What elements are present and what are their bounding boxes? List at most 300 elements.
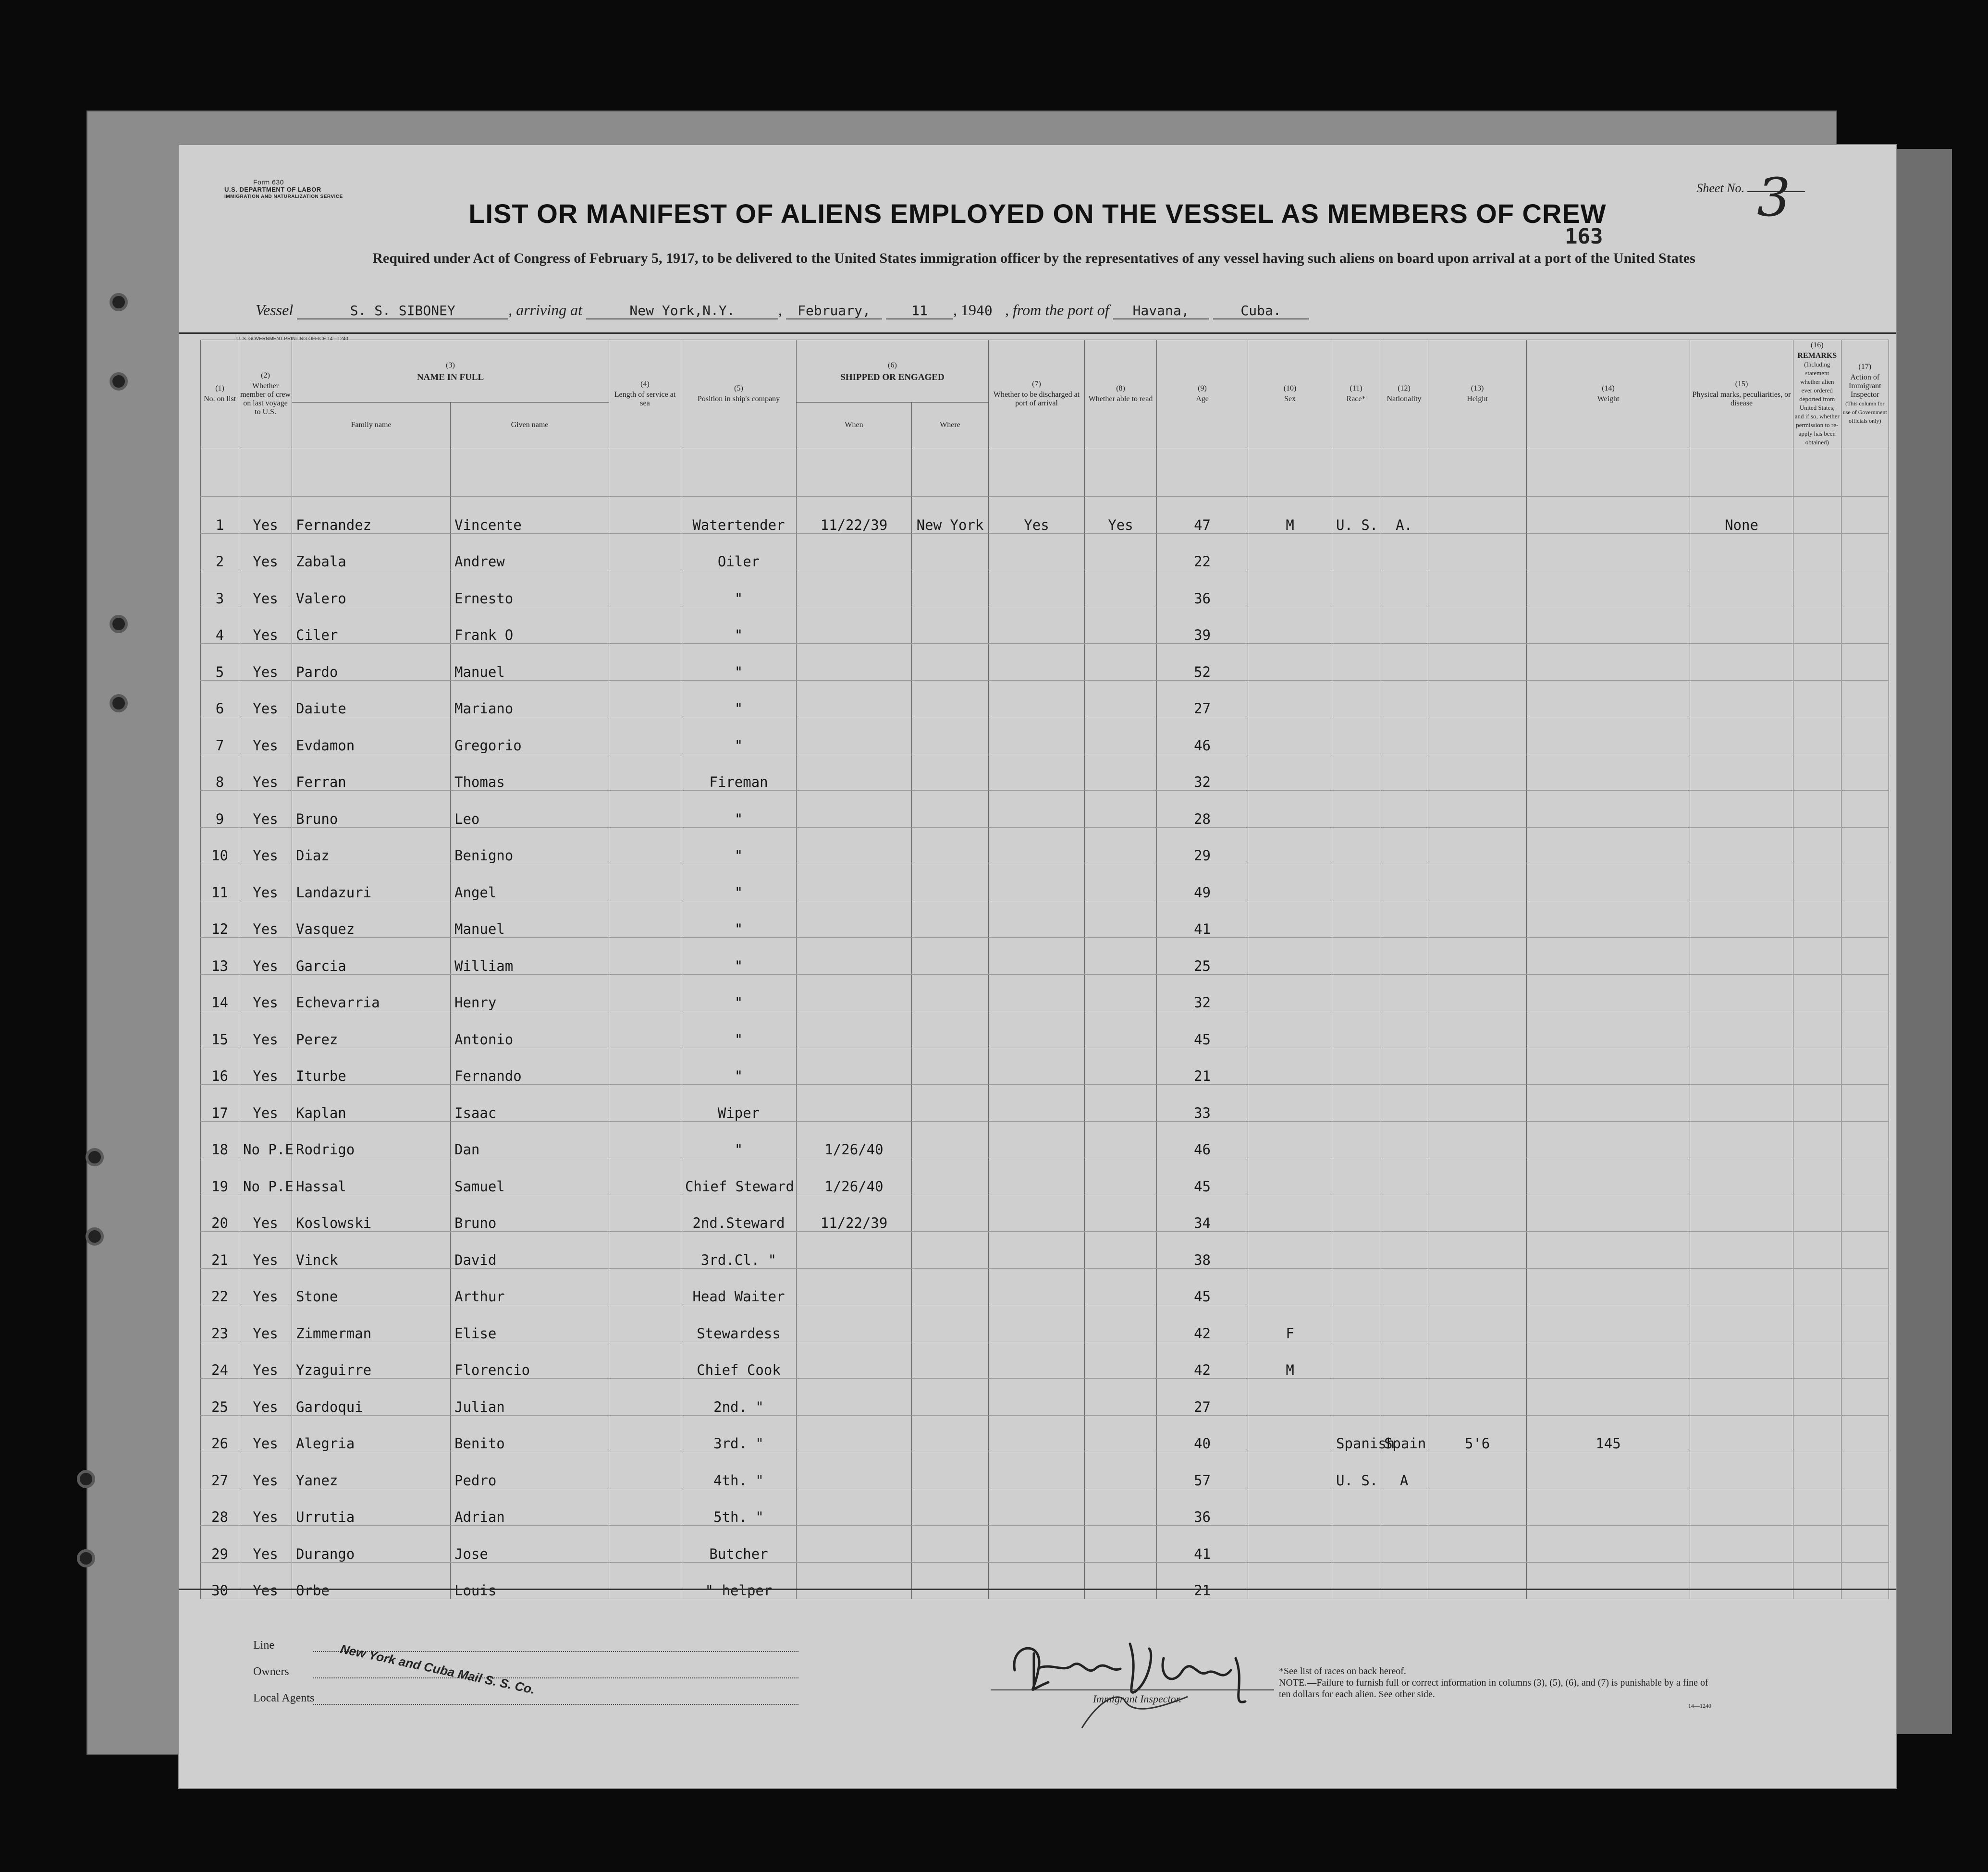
cell-shipped-where	[912, 901, 989, 938]
cell-age: 47	[1157, 497, 1248, 534]
cell-height	[1428, 1011, 1527, 1048]
cell-last-voyage: Yes	[239, 570, 292, 607]
cell-sex	[1248, 864, 1332, 901]
cell-family-name: Vasquez	[292, 901, 451, 938]
cell-physical-marks	[1690, 1452, 1793, 1489]
cell-nationality	[1380, 1379, 1428, 1416]
cell-age: 32	[1157, 754, 1248, 791]
cell-shipped-when	[797, 1232, 912, 1269]
cell-family-name: Vinck	[292, 1232, 451, 1269]
cell-inspector-action	[1841, 1305, 1889, 1342]
cell-weight	[1527, 644, 1690, 681]
cell-row-number: 1	[201, 497, 239, 534]
cell-able-to-read	[1085, 1526, 1157, 1563]
table-row	[201, 901, 1889, 938]
cell-shipped-when	[797, 791, 912, 828]
cell-family-name: Zimmerman	[292, 1305, 451, 1342]
cell-last-voyage: Yes	[239, 1195, 292, 1232]
cell-last-voyage: Yes	[239, 1489, 292, 1526]
table-row	[201, 1195, 1889, 1232]
cell-sex	[1248, 1489, 1332, 1526]
cell-sex	[1248, 827, 1332, 864]
col-header-weight: (14) Weight	[1527, 340, 1690, 448]
cell-race	[1332, 974, 1380, 1011]
cell-last-voyage: Yes	[239, 1305, 292, 1342]
cell-physical-marks	[1690, 607, 1793, 644]
table-row	[201, 1121, 1889, 1158]
cell-age: 36	[1157, 1489, 1248, 1526]
cell-family-name: Koslowski	[292, 1195, 451, 1232]
cell-remarks	[1793, 644, 1841, 681]
cell-height	[1428, 864, 1527, 901]
department-name: U.S. DEPARTMENT OF LABOR	[224, 186, 321, 193]
cell-able-to-read	[1085, 1379, 1157, 1416]
cell-remarks	[1793, 938, 1841, 975]
table-row	[201, 1085, 1889, 1122]
cell-last-voyage: Yes	[239, 1379, 292, 1416]
cell-age: 22	[1157, 533, 1248, 570]
cell-last-voyage: Yes	[239, 1562, 292, 1599]
local-agents-label: Local Agents	[253, 1692, 315, 1704]
cell-race	[1332, 1085, 1380, 1122]
cell-row-number: 21	[201, 1232, 239, 1269]
cell-physical-marks	[1690, 533, 1793, 570]
cell-row-number: 27	[201, 1452, 239, 1489]
cell-row-number: 25	[201, 1379, 239, 1416]
page-subtitle: Required under Act of Congress of February 5, 1917, to be delivered to the United States immigration officer by the representatives of any vessel having such aliens on board upon arrival at a port of the United States	[372, 250, 1695, 266]
table-row	[201, 717, 1889, 754]
cell-length-of-service	[609, 1379, 681, 1416]
cell-last-voyage: Yes	[239, 1048, 292, 1085]
cell-shipped-where	[912, 974, 989, 1011]
cell-inspector-action	[1841, 827, 1889, 864]
cell-physical-marks	[1690, 1232, 1793, 1269]
cell-weight	[1527, 533, 1690, 570]
cell-row-number: 4	[201, 607, 239, 644]
cell-remarks	[1793, 1305, 1841, 1342]
from-label: , from the port of	[1005, 301, 1109, 318]
year-prefix: 19	[960, 301, 976, 318]
cell-height	[1428, 1305, 1527, 1342]
cell-race	[1332, 1195, 1380, 1232]
cell-last-voyage: Yes	[239, 717, 292, 754]
cell-position: "	[681, 717, 797, 754]
cell-sex	[1248, 1415, 1332, 1452]
cell-race	[1332, 1526, 1380, 1563]
cell-discharged	[989, 1305, 1085, 1342]
cell-height	[1428, 754, 1527, 791]
cell-last-voyage: Yes	[239, 1085, 292, 1122]
cell-able-to-read	[1085, 1048, 1157, 1085]
cell-remarks	[1793, 607, 1841, 644]
cell-shipped-when	[797, 533, 912, 570]
cell-weight	[1527, 864, 1690, 901]
cell-able-to-read	[1085, 570, 1157, 607]
cell-last-voyage: Yes	[239, 791, 292, 828]
cell-nationality	[1380, 1121, 1428, 1158]
binder-ring	[110, 615, 128, 633]
manifest-rows	[201, 448, 1889, 1599]
cell-sex	[1248, 1562, 1332, 1599]
cell-nationality	[1380, 717, 1428, 754]
cell-row-number: 14	[201, 974, 239, 1011]
cell-discharged	[989, 1232, 1085, 1269]
binder-ring	[86, 1148, 104, 1166]
cell-family-name: Pardo	[292, 644, 451, 681]
cell-age: 21	[1157, 1048, 1248, 1085]
cell-family-name: Iturbe	[292, 1048, 451, 1085]
cell-physical-marks	[1690, 1526, 1793, 1563]
cell-remarks	[1793, 754, 1841, 791]
cell-remarks	[1793, 1121, 1841, 1158]
cell-weight	[1527, 1452, 1690, 1489]
cell-nationality	[1380, 1232, 1428, 1269]
cell-discharged	[989, 754, 1085, 791]
cell-row-number: 3	[201, 570, 239, 607]
header-spacer-row	[201, 448, 1889, 497]
cell-length-of-service	[609, 791, 681, 828]
cell-age: 52	[1157, 644, 1248, 681]
cell-physical-marks	[1690, 1011, 1793, 1048]
cell-length-of-service	[609, 644, 681, 681]
col-header-inspector: (17) Action of Immigrant Inspector (This column for use of Government officials only)	[1841, 340, 1889, 448]
cell-family-name: Orbe	[292, 1562, 451, 1599]
cell-height	[1428, 644, 1527, 681]
cell-age: 27	[1157, 680, 1248, 717]
cell-given-name: Elise	[451, 1305, 609, 1342]
cell-able-to-read	[1085, 1268, 1157, 1305]
table-row	[201, 974, 1889, 1011]
cell-length-of-service	[609, 1011, 681, 1048]
cell-inspector-action	[1841, 754, 1889, 791]
cell-physical-marks	[1690, 1489, 1793, 1526]
cell-length-of-service	[609, 1415, 681, 1452]
cell-weight	[1527, 901, 1690, 938]
cell-family-name: Evdamon	[292, 717, 451, 754]
cell-length-of-service	[609, 1232, 681, 1269]
col-header-name: (3) NAME IN FULL	[292, 340, 609, 403]
cell-position: "	[681, 607, 797, 644]
cell-family-name: Hassal	[292, 1158, 451, 1195]
cell-given-name: Dan	[451, 1121, 609, 1158]
cell-race	[1332, 1305, 1380, 1342]
form-identifier	[224, 179, 343, 200]
cell-able-to-read	[1085, 1085, 1157, 1122]
cell-remarks	[1793, 717, 1841, 754]
footnote	[1279, 1665, 1711, 1712]
cell-shipped-when	[797, 827, 912, 864]
col-header-no: (1) No. on list	[201, 340, 239, 448]
owners-field	[313, 1677, 798, 1678]
cell-able-to-read	[1085, 938, 1157, 975]
cell-discharged	[989, 791, 1085, 828]
cell-last-voyage: Yes	[239, 607, 292, 644]
cell-position: 2nd.Steward	[681, 1195, 797, 1232]
cell-shipped-when: 11/22/39	[797, 1195, 912, 1232]
cell-family-name: Stone	[292, 1268, 451, 1305]
cell-age: 42	[1157, 1305, 1248, 1342]
cell-nationality: A	[1380, 1452, 1428, 1489]
cell-age: 27	[1157, 1379, 1248, 1416]
cell-sex	[1248, 1379, 1332, 1416]
cell-able-to-read	[1085, 827, 1157, 864]
cell-given-name: Antonio	[451, 1011, 609, 1048]
cell-discharged	[989, 1526, 1085, 1563]
cell-position: "	[681, 791, 797, 828]
cell-nationality	[1380, 791, 1428, 828]
cell-position: "	[681, 827, 797, 864]
cell-sex: M	[1248, 497, 1332, 534]
cell-age: 25	[1157, 938, 1248, 975]
cell-height	[1428, 1562, 1527, 1599]
cell-physical-marks	[1690, 1085, 1793, 1122]
cell-shipped-when	[797, 1379, 912, 1416]
cell-length-of-service	[609, 1085, 681, 1122]
cell-position: "	[681, 1048, 797, 1085]
table-row	[201, 1305, 1889, 1342]
cell-remarks	[1793, 1526, 1841, 1563]
cell-race	[1332, 717, 1380, 754]
cell-height	[1428, 791, 1527, 828]
cell-last-voyage: Yes	[239, 1268, 292, 1305]
arriving-label: , arriving at	[508, 301, 582, 318]
table-row	[201, 827, 1889, 864]
cell-last-voyage: No P.E	[239, 1121, 292, 1158]
cell-given-name: Gregorio	[451, 717, 609, 754]
cell-age: 29	[1157, 827, 1248, 864]
cell-shipped-where	[912, 1121, 989, 1158]
cell-remarks	[1793, 864, 1841, 901]
cell-remarks	[1793, 533, 1841, 570]
cell-physical-marks	[1690, 901, 1793, 938]
cell-discharged	[989, 901, 1085, 938]
crew-manifest-table	[200, 340, 1889, 1599]
cell-weight	[1527, 1489, 1690, 1526]
cell-position: Wiper	[681, 1085, 797, 1122]
cell-row-number: 18	[201, 1121, 239, 1158]
cell-nationality	[1380, 864, 1428, 901]
line-label: Line	[253, 1639, 274, 1652]
cell-weight	[1527, 1342, 1690, 1379]
cell-inspector-action	[1841, 974, 1889, 1011]
col-header-when: When	[797, 403, 912, 448]
cell-able-to-read	[1085, 644, 1157, 681]
cell-able-to-read	[1085, 1195, 1157, 1232]
cell-physical-marks	[1690, 680, 1793, 717]
cell-physical-marks	[1690, 1415, 1793, 1452]
table-row	[201, 680, 1889, 717]
cell-inspector-action	[1841, 1011, 1889, 1048]
cell-position: "	[681, 901, 797, 938]
cell-row-number: 7	[201, 717, 239, 754]
cell-shipped-where	[912, 1268, 989, 1305]
table-row	[201, 1489, 1889, 1526]
cell-remarks	[1793, 1489, 1841, 1526]
cell-sex	[1248, 974, 1332, 1011]
table-row	[201, 1379, 1889, 1416]
cell-position: 5th. "	[681, 1489, 797, 1526]
cell-sex	[1248, 570, 1332, 607]
vessel-name: S. S. SIBONEY	[297, 303, 508, 319]
stamp-number: 163	[1565, 224, 1603, 249]
cell-row-number: 2	[201, 533, 239, 570]
cell-family-name: Diaz	[292, 827, 451, 864]
cell-remarks	[1793, 1562, 1841, 1599]
cell-nationality	[1380, 827, 1428, 864]
arrival-year: 40	[976, 303, 993, 318]
cell-physical-marks	[1690, 1562, 1793, 1599]
cell-sex	[1248, 754, 1332, 791]
cell-nationality	[1380, 680, 1428, 717]
cell-race	[1332, 1379, 1380, 1416]
local-agents-field	[313, 1704, 798, 1705]
cell-shipped-when: 11/22/39	[797, 497, 912, 534]
cell-discharged	[989, 570, 1085, 607]
cell-position: "	[681, 680, 797, 717]
cell-physical-marks	[1690, 644, 1793, 681]
cell-discharged	[989, 1379, 1085, 1416]
cell-position: 3rd.Cl. "	[681, 1232, 797, 1269]
cell-age: 41	[1157, 1526, 1248, 1563]
cell-length-of-service	[609, 901, 681, 938]
cell-inspector-action	[1841, 1121, 1889, 1158]
cell-shipped-where	[912, 1232, 989, 1269]
cell-given-name: Julian	[451, 1379, 609, 1416]
binder-ring	[77, 1549, 95, 1567]
cell-row-number: 11	[201, 864, 239, 901]
cell-given-name: Jose	[451, 1526, 609, 1563]
cell-weight	[1527, 1562, 1690, 1599]
cell-physical-marks	[1690, 938, 1793, 975]
col-header-read: (8) Whether able to read	[1085, 340, 1157, 448]
cell-weight	[1527, 1379, 1690, 1416]
cell-inspector-action	[1841, 1489, 1889, 1526]
cell-sex	[1248, 1268, 1332, 1305]
cell-weight	[1527, 754, 1690, 791]
table-row	[201, 864, 1889, 901]
cell-remarks	[1793, 497, 1841, 534]
departure-port: Havana,	[1113, 303, 1209, 319]
cell-position: " helper	[681, 1562, 797, 1599]
cell-position: Watertender	[681, 497, 797, 534]
cell-sex	[1248, 717, 1332, 754]
cell-family-name: Bruno	[292, 791, 451, 828]
cell-height	[1428, 1048, 1527, 1085]
cell-discharged	[989, 1195, 1085, 1232]
cell-row-number: 6	[201, 680, 239, 717]
cell-age: 46	[1157, 1121, 1248, 1158]
cell-nationality	[1380, 1526, 1428, 1563]
cell-inspector-action	[1841, 607, 1889, 644]
cell-row-number: 5	[201, 644, 239, 681]
cell-height	[1428, 1379, 1527, 1416]
cell-given-name: Adrian	[451, 1489, 609, 1526]
cell-shipped-when	[797, 974, 912, 1011]
cell-weight	[1527, 791, 1690, 828]
cell-family-name: Echevarria	[292, 974, 451, 1011]
cell-last-voyage: No P.E.	[239, 1158, 292, 1195]
cell-given-name: Ernesto	[451, 570, 609, 607]
cell-remarks	[1793, 1415, 1841, 1452]
cell-height	[1428, 1195, 1527, 1232]
cell-given-name: Thomas	[451, 754, 609, 791]
cell-last-voyage: Yes	[239, 974, 292, 1011]
table-row	[201, 1268, 1889, 1305]
table-row	[201, 754, 1889, 791]
cell-height	[1428, 1452, 1527, 1489]
cell-race	[1332, 827, 1380, 864]
inspector-label: Immigrant Inspector.	[1092, 1693, 1182, 1705]
cell-family-name: Rodrigo	[292, 1121, 451, 1158]
cell-shipped-when	[797, 901, 912, 938]
cell-inspector-action	[1841, 1048, 1889, 1085]
cell-row-number: 10	[201, 827, 239, 864]
col-header-position: (5) Position in ship's company	[681, 340, 797, 448]
cell-sex: F	[1248, 1305, 1332, 1342]
cell-able-to-read	[1085, 680, 1157, 717]
cell-remarks	[1793, 1232, 1841, 1269]
cell-remarks	[1793, 1195, 1841, 1232]
cell-race	[1332, 1342, 1380, 1379]
cell-race	[1332, 533, 1380, 570]
cell-position: "	[681, 1121, 797, 1158]
cell-physical-marks	[1690, 570, 1793, 607]
cell-shipped-where	[912, 1452, 989, 1489]
cell-shipped-where	[912, 1195, 989, 1232]
cell-nationality	[1380, 974, 1428, 1011]
cell-family-name: Durango	[292, 1526, 451, 1563]
cell-shipped-where	[912, 827, 989, 864]
cell-inspector-action	[1841, 717, 1889, 754]
cell-length-of-service	[609, 754, 681, 791]
cell-length-of-service	[609, 1048, 681, 1085]
cell-remarks	[1793, 901, 1841, 938]
cell-nationality	[1380, 1489, 1428, 1526]
cell-weight: 145	[1527, 1415, 1690, 1452]
cell-physical-marks	[1690, 1195, 1793, 1232]
col-header-nationality: (12) Nationality	[1380, 340, 1428, 448]
cell-nationality	[1380, 570, 1428, 607]
cell-given-name: Leo	[451, 791, 609, 828]
cell-race	[1332, 1011, 1380, 1048]
cell-nationality	[1380, 607, 1428, 644]
cell-sex	[1248, 1452, 1332, 1489]
cell-age: 45	[1157, 1158, 1248, 1195]
cell-given-name: Fernando	[451, 1048, 609, 1085]
cell-shipped-where	[912, 1305, 989, 1342]
cell-inspector-action	[1841, 1452, 1889, 1489]
cell-shipped-when	[797, 1415, 912, 1452]
cell-inspector-action	[1841, 864, 1889, 901]
cell-physical-marks	[1690, 1268, 1793, 1305]
cell-family-name: Kaplan	[292, 1085, 451, 1122]
cell-able-to-read	[1085, 1489, 1157, 1526]
cell-race	[1332, 754, 1380, 791]
cell-able-to-read	[1085, 791, 1157, 828]
cell-row-number: 19	[201, 1158, 239, 1195]
cell-inspector-action	[1841, 644, 1889, 681]
cell-length-of-service	[609, 938, 681, 975]
cell-sex	[1248, 607, 1332, 644]
cell-row-number: 12	[201, 901, 239, 938]
col-header-age: (9) Age	[1157, 340, 1248, 448]
cell-position: "	[681, 1011, 797, 1048]
cell-discharged: Yes	[989, 497, 1085, 534]
cell-race	[1332, 1048, 1380, 1085]
cell-nationality	[1380, 1158, 1428, 1195]
cell-nationality: Spain	[1380, 1415, 1428, 1452]
cell-age: 45	[1157, 1011, 1248, 1048]
